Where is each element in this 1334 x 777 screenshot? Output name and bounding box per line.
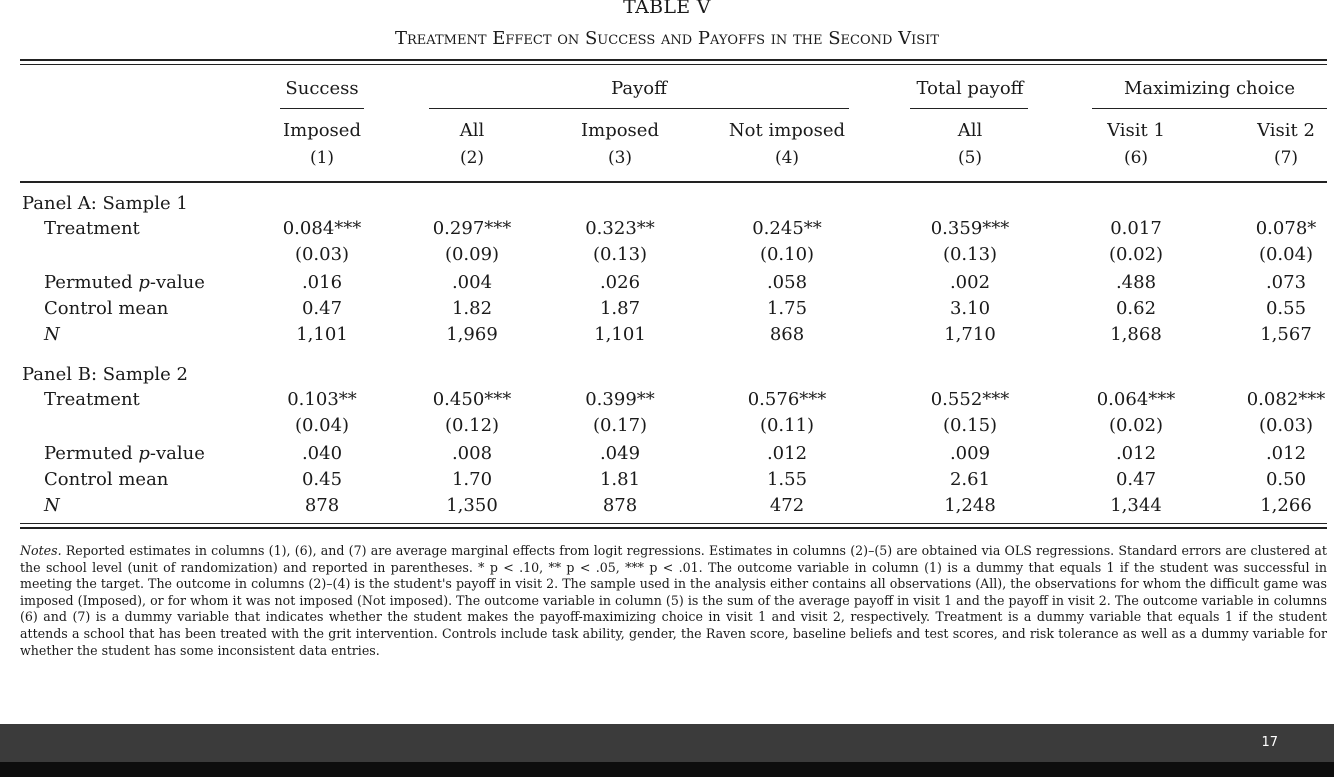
cell-b-treatment-col3: 0.399**: [585, 389, 655, 410]
col-head-1: Imposed: [283, 120, 361, 141]
cell-a-permuted-col1: .016: [301, 272, 343, 293]
col-num-4: (4): [774, 148, 800, 168]
top-rule-1: [20, 59, 1327, 61]
group-maximizing-line: [1092, 108, 1327, 109]
cell-a-se-col6: (0.02): [1108, 244, 1164, 265]
table-notes: [20, 543, 1327, 659]
cell-b-n-col1: 878: [304, 495, 340, 516]
cell-b-se-col1: (0.04): [294, 415, 350, 436]
bottom-rule-1: [20, 523, 1327, 524]
col-num-2: (2): [459, 148, 485, 168]
cell-b-se-col7: (0.03): [1258, 415, 1314, 436]
cell-a-n-col6: 1,868: [1110, 324, 1162, 345]
cell-a-control-col3: 1.87: [599, 298, 641, 319]
row-label-n-a: N: [44, 324, 60, 345]
col-num-7: (7): [1273, 148, 1299, 168]
group-success: Success: [285, 78, 359, 99]
col-head-7: Visit 2: [1257, 120, 1315, 141]
cell-b-treatment-col4: 0.576***: [747, 389, 827, 410]
cell-a-n-col3: 1,101: [594, 324, 646, 345]
col-num-1: (1): [309, 148, 335, 168]
cell-a-permuted-col6: .488: [1115, 272, 1157, 293]
cell-a-se-col5: (0.13): [942, 244, 998, 265]
cell-a-control-col7: 0.55: [1265, 298, 1307, 319]
cell-b-permuted-col2: .008: [451, 443, 493, 464]
col-head-4: Not imposed: [728, 120, 846, 141]
cell-b-control-col6: 0.47: [1115, 469, 1157, 490]
row-label-n-b: N: [44, 495, 60, 516]
notes-label: Notes.: [20, 543, 62, 558]
cell-b-treatment-col1: 0.103**: [287, 389, 357, 410]
cell-b-treatment-col2: 0.450***: [432, 389, 512, 410]
panel-a-label: Panel A: Sample 1: [22, 193, 188, 214]
cell-b-n-col3: 878: [602, 495, 638, 516]
group-payoff: Payoff: [611, 78, 667, 99]
cell-b-treatment-col7: 0.082***: [1246, 389, 1326, 410]
cell-b-treatment-col6: 0.064***: [1096, 389, 1176, 410]
cell-a-se-col3: (0.13): [592, 244, 648, 265]
cell-a-treatment-col7: 0.078*: [1255, 218, 1317, 239]
cell-b-se-col2: (0.12): [444, 415, 500, 436]
cell-b-permuted-col3: .049: [599, 443, 641, 464]
cell-a-permuted-col5: .002: [949, 272, 991, 293]
panel-b-label: Panel B: Sample 2: [22, 364, 189, 385]
header-rule: [20, 181, 1327, 183]
cell-a-control-col6: 0.62: [1115, 298, 1157, 319]
cell-b-control-col2: 1.70: [451, 469, 493, 490]
cell-b-n-col2: 1,350: [446, 495, 498, 516]
cell-b-se-col6: (0.02): [1108, 415, 1164, 436]
cell-a-permuted-col7: .073: [1265, 272, 1307, 293]
row-label-permuted-b: Permuted p-value: [44, 443, 205, 464]
cell-a-treatment-col5: 0.359***: [930, 218, 1010, 239]
cell-b-control-col1: 0.45: [301, 469, 343, 490]
table-subtitle: Treatment Effect on Success and Payoffs in the Second Visit: [395, 28, 939, 49]
row-label-control-b: Control mean: [44, 469, 169, 490]
cell-b-se-col5: (0.15): [942, 415, 998, 436]
group-success-line: [280, 108, 364, 109]
col-head-3: Imposed: [581, 120, 659, 141]
cell-b-control-col5: 2.61: [949, 469, 991, 490]
cell-b-control-col7: 0.50: [1265, 469, 1307, 490]
row-label-control-a: Control mean: [44, 298, 169, 319]
cell-a-permuted-col4: .058: [766, 272, 808, 293]
cell-b-n-col5: 1,248: [944, 495, 996, 516]
cell-a-control-col4: 1.75: [766, 298, 808, 319]
cell-a-control-col2: 1.82: [451, 298, 493, 319]
col-head-6: Visit 1: [1107, 120, 1165, 141]
cell-a-n-col5: 1,710: [944, 324, 996, 345]
row-label-treatment-b: Treatment: [44, 389, 140, 410]
col-head-2: All: [459, 120, 485, 141]
cell-a-se-col4: (0.10): [759, 244, 815, 265]
cell-b-se-col4: (0.11): [759, 415, 815, 436]
slide-footer-bar: [0, 724, 1334, 762]
cell-b-permuted-col7: .012: [1265, 443, 1307, 464]
cell-a-treatment-col4: 0.245**: [752, 218, 822, 239]
cell-b-control-col3: 1.81: [599, 469, 641, 490]
cell-b-permuted-col1: .040: [301, 443, 343, 464]
cell-a-n-col2: 1,969: [446, 324, 498, 345]
col-num-3: (3): [607, 148, 633, 168]
cell-b-permuted-col6: .012: [1115, 443, 1157, 464]
cell-a-permuted-col2: .004: [451, 272, 493, 293]
group-total-payoff: Total payoff: [916, 78, 1024, 99]
cell-a-se-col7: (0.04): [1258, 244, 1314, 265]
group-payoff-line: [429, 108, 849, 109]
col-num-5: (5): [957, 148, 983, 168]
cell-b-n-col6: 1,344: [1110, 495, 1162, 516]
cell-b-se-col3: (0.17): [592, 415, 648, 436]
cell-a-control-col5: 3.10: [949, 298, 991, 319]
cell-b-treatment-col5: 0.552***: [930, 389, 1010, 410]
cell-a-se-col2: (0.09): [444, 244, 500, 265]
cell-b-n-col7: 1,266: [1260, 495, 1312, 516]
cell-a-permuted-col3: .026: [599, 272, 641, 293]
cell-a-n-col7: 1,567: [1260, 324, 1312, 345]
cell-a-treatment-col1: 0.084***: [282, 218, 362, 239]
cell-a-control-col1: 0.47: [301, 298, 343, 319]
row-label-permuted-a: Permuted p-value: [44, 272, 205, 293]
row-label-treatment-a: Treatment: [44, 218, 140, 239]
cell-b-control-col4: 1.55: [766, 469, 808, 490]
col-head-5: All: [957, 120, 983, 141]
col-num-6: (6): [1123, 148, 1149, 168]
cell-b-permuted-col4: .012: [766, 443, 808, 464]
cell-b-n-col4: 472: [769, 495, 805, 516]
cell-b-permuted-col5: .009: [949, 443, 991, 464]
cell-a-treatment-col6: 0.017: [1110, 218, 1162, 239]
table-title: TABLE V: [623, 0, 711, 18]
page-number: 17: [1261, 735, 1278, 750]
notes-text: Reported estimates in columns (1), (6), and (7) are average marginal effects from logit regressions. Estimates in columns (2)–(5) are obtained via OLS regressions. Standard errors are clustered at the school level (unit of randomization) and reported in parentheses. * p < .10, ** p < .05, *** p < .01. The outcome variable in column (1) is a dummy that equals 1 if the student was successful in meeting the target. The outcome in columns (2)–(4) is the student's payoff in visit 2. The sample used in the analysis either contains all observations (All), the observations for whom the difficult game was imposed (Imposed), or for whom it was not imposed (Not imposed). The outcome variable in column (5) is the sum of the average payoff in visit 1 and the payoff in visit 2. The outcome variable in columns (6) and (7) is a dummy variable that indicates whether the student makes the payoff-maximizing choice in visit 1 and visit 2, respectively. Treatment is a dummy variable that equals 1 if the student attends a school that has been treated with the grit intervention. Controls include task ability, gender, the Raven score, baseline beliefs and test scores, and risk tolerance as well as a dummy variable for whether the student has some inconsistent data entries.: [20, 543, 1327, 658]
cell-a-se-col1: (0.03): [294, 244, 350, 265]
cell-a-n-col4: 868: [769, 324, 805, 345]
group-maximizing: Maximizing choice: [1124, 78, 1295, 99]
cell-a-treatment-col3: 0.323**: [585, 218, 655, 239]
bottom-strip: [0, 762, 1334, 777]
cell-a-treatment-col2: 0.297***: [432, 218, 512, 239]
bottom-rule-2: [20, 527, 1327, 529]
cell-a-n-col1: 1,101: [296, 324, 348, 345]
top-rule-2: [20, 64, 1327, 65]
group-total-payoff-line: [910, 108, 1028, 109]
